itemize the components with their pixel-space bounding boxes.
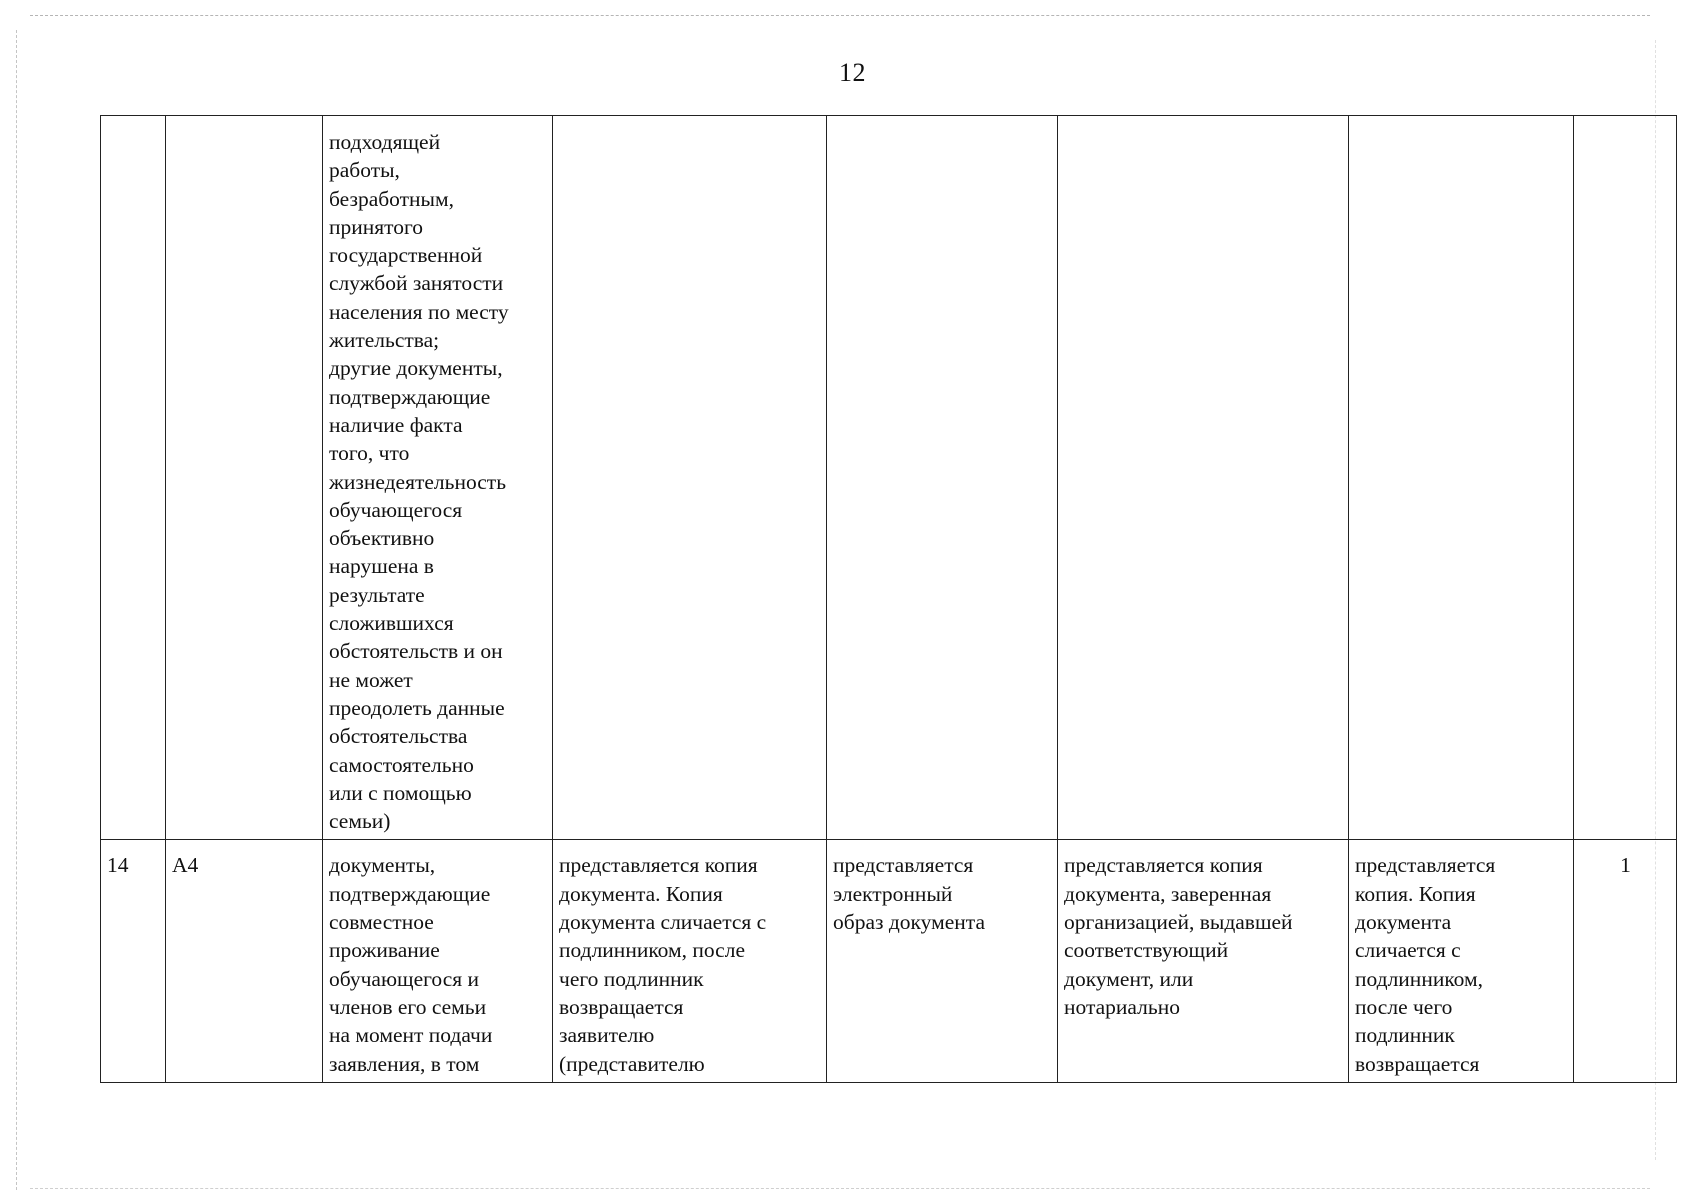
cell-col-e xyxy=(1574,116,1677,840)
scan-edge-top xyxy=(30,15,1650,16)
cell-number: 14 xyxy=(101,840,166,1082)
cell-col-b xyxy=(827,116,1058,840)
cell-col-a xyxy=(553,116,827,840)
scan-edge-left xyxy=(16,30,17,1190)
table-row-continuation xyxy=(101,116,1677,840)
scan-edge-bottom xyxy=(30,1188,1650,1189)
cell-col-a: представляется копия документа. Копия документа сличается с подлинником, после чего подлинник возвращается заявителю (представителю xyxy=(553,840,827,1082)
table-row-14 xyxy=(101,840,1677,1082)
cell-code xyxy=(166,116,323,840)
cell-col-d: представляется копия. Копия документа сличается с подлинником, после чего подлинник возвращается xyxy=(1349,840,1574,1082)
cell-col-b: представляется электронный образ документа xyxy=(827,840,1058,1082)
cell-col-e: 1 xyxy=(1574,840,1677,1082)
cell-number xyxy=(101,116,166,840)
cell-code: А4 xyxy=(166,840,323,1082)
cell-col-c xyxy=(1058,116,1349,840)
cell-col-d xyxy=(1349,116,1574,840)
cell-document: подходящей работы, безработным, принятого государственной службой занятости населения по месту жительства; другие документы, подтверждающие наличие факта того, что жизнедеятельность обучающегося объективно нарушена в результате сложившихся обстоятельств и он не может преодолеть данные обстоятельства самостоятельно или с помощью семьи) xyxy=(323,116,553,840)
cell-col-c: представляется копия документа, заверенная организацией, выдавшей соответствующий документ, или нотариально xyxy=(1058,840,1349,1082)
page-number: 12 xyxy=(839,58,866,87)
cell-document: документы, подтверждающие совместное проживание обучающегося и членов его семьи на момент подачи заявления, в том xyxy=(323,840,553,1082)
documents-table xyxy=(100,115,1677,1083)
